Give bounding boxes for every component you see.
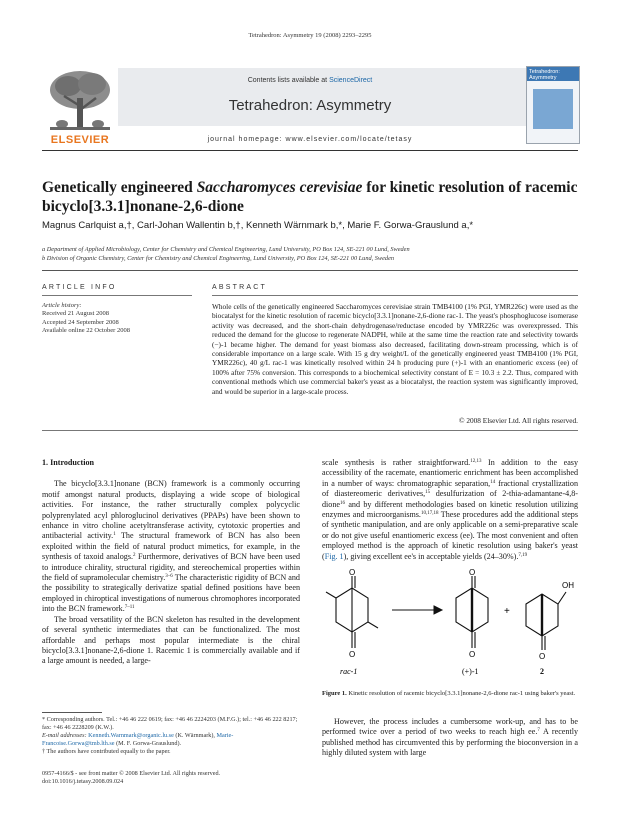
compound-2-oh: OH <box>562 581 574 590</box>
contents-prefix: Contents lists available at <box>247 77 330 84</box>
rac-1-structure <box>326 576 378 648</box>
rac-1-o-bottom: O <box>349 650 356 659</box>
plus-1-structure <box>456 576 488 648</box>
email-link-warnmark[interactable]: Kenneth.Warnmark@organic.lu.se <box>88 732 174 739</box>
body-column-left <box>42 458 300 667</box>
abstract-bottom-rule <box>42 430 578 431</box>
article-history <box>42 302 202 336</box>
rac-1-label: rac-1 <box>340 667 358 676</box>
email-link-gorwa[interactable]: Marie-Francoise.Gorwa@tmb.lth.se <box>42 732 234 747</box>
citation[interactable]: 10,17,18 <box>420 511 439 517</box>
equal-contribution-note: † The authors have contributed equally to the paper. <box>42 748 171 755</box>
contents-available-line <box>130 77 490 84</box>
elsevier-wordmark: ELSEVIER <box>50 134 110 146</box>
footnote-rule <box>42 712 102 713</box>
figure-1-scheme <box>322 566 578 688</box>
citation[interactable]: 14 <box>490 479 496 485</box>
intro-paragraph-2-cont: scale synthesis is rather straightforward.$^{12,13}$ In addition to the easy accessibility of the racemate, enantiomeric enrichment has been accomplished in a number of ways: chromatographic separation,$^{14}$ fractional crystallization of diastereomeric derivatives,$^{15}$ desulfurization of 2-thia-adamantane-4,8-dione$^{16}$ and by different methodologies based on kinetic resolution utilizing enzymes and microorganisms.$^{10,17,18}$ These procedures add the additional steps of synthetic manipulation, and are only applicable on a semi-preparative scale or do not give useful enantiomeric excess (ee). The most convenient and often employed method is the approach of kinetic resolution using baker's yeast (Fig. 1), giving excellent ee's in acceptable yields (24–30%).$^{7,19}$ <box>322 458 579 561</box>
affiliation-a: a Department of Applied Microbiology, Center for Chemistry and Chemical Engineering, Lund University, PO Box 124, SE-221 00 Lund, Sweden <box>42 246 410 253</box>
article-info-heading: ARTICLE INFO <box>42 284 117 291</box>
corresponding-authors-note: * Corresponding authors. Tel.: +46 46 222 0619; fax: +46 46 2224203 (M.F.G.); tel.: +46 46 222 8217; fax: +46 46 2228209 (K.W.). <box>42 716 298 731</box>
elsevier-tree-logo <box>42 66 118 142</box>
intro-heading: 1. Introduction <box>42 458 95 467</box>
plus-1-o-bottom: O <box>469 650 476 659</box>
reaction-arrow <box>392 606 442 614</box>
intro-paragraph-2: The broad versatility of the BCN skeleton has resulted in the development of several synthetic intermediates that can be functionalized. The most affordable and perhaps most popular intermediate is the chiral bicyclo[3.3.1]nonane-2,6-dione 1. Racemic 1 is commercially available and if a large amount is needed, a large- <box>42 614 300 666</box>
intro-paragraph-1: The bicyclo[3.3.1]nonane (BCN) framework is a commonly occurring motif amongst natural products, displaying a wide scope of biological activities. For instance, the rather structurally complex polycyclic polyprenylated acyl phloroglucinol derivatives (PPAPs) have been shown to enhance in vitro choline acetyltransferase activity, cytotoxic properties and antibacterial activity.$^1$ The structural framework of BCN has also been exploited within the field of natural product mimetics, for example, in the synthesis of taxoid analogs.$^2$ Furthermore, derivatives of BCN have been used to introduce chirality, structural rigidity, and stereochemical properties within the field of supramolecular chemistry.$^{3-6}$ The characteristic rigidity of BCN and the possibility to strategically derivatize spatial defined positions have been employed in chiroptical investigations of numerous chromophores incorporated into the BCN framework.$^{7-11}$ <box>42 479 300 614</box>
journal-cover-thumbnail <box>526 66 580 144</box>
abstract-copyright: © 2008 Elsevier Ltd. All rights reserved. <box>458 416 578 425</box>
plus-1-o-top: O <box>469 568 476 577</box>
citation[interactable]: 1 <box>113 532 116 538</box>
citation[interactable]: 16 <box>339 500 345 506</box>
abstract-text: Whole cells of the genetically engineered Saccharomyces cerevisiae strain TMB4100 (1% PGI, YMR226c) were used as the biocatalyst for the kinetic resolution of racemic bicyclo[3.3.1]nonane-2,6-dione rac-1. The yeast's phosphoglucose isomerase activity was decreased, and the short-chain dehydrogenase/reductase encoded by YMR226c was overexpressed. This reduced the demand for the glucose to regenerate NADPH, while at the same time the reaction rate and selectivity towards (−)-1 became higher. The demand for yeast biomass also decreased, facilitating down-stream processing, which is of considerable importance on a large scale. With 15 g dry weight/L of the genetically engineered yeast TMB4100 (1% PGI, YMR226c), 40 g/L rac-1 was kinetically resolved within 24 h producing pure (+)-1 with an enantiomeric excess (ee) of 100% after 75% conversion. This corresponds to a biochemical selectivity constant of E = 10.3 ± 2.2. Thus, compared with conventional methods which use commercial baker's yeast as a biocatalyst, the reaction system was significantly improved, and would be superior in a large-scale process. <box>212 302 578 396</box>
compound-2-o: O <box>539 652 546 661</box>
affiliation-rule <box>42 270 578 271</box>
footnotes <box>42 716 300 756</box>
issn-doi-block <box>42 770 300 786</box>
received-date: Received 21 August 2008 <box>42 310 109 318</box>
accepted-date: Accepted 24 September 2008 <box>42 318 119 326</box>
citation[interactable]: 2 <box>133 553 136 559</box>
plus-1-label: (+)-1 <box>462 667 479 676</box>
issn-line: 0957-4166/$ - see front matter © 2008 Elsevier Ltd. All rights reserved. <box>42 770 221 777</box>
citation[interactable]: 7 <box>537 728 540 734</box>
doi-line[interactable]: doi:10.1016/j.tetasy.2008.09.024 <box>42 778 124 785</box>
cover-artwork <box>533 89 573 129</box>
history-title: Article history: <box>42 302 82 309</box>
compound-2-structure <box>526 592 566 650</box>
affiliation-b: b Division of Organic Chemistry, Center for Chemistry and Chemical Engineering, Lund University, PO Box 124, SE-221 00 Lund, Sweden <box>42 255 395 262</box>
citation[interactable]: 7–11 <box>124 605 135 611</box>
intro-paragraph-3: However, the process includes a cumbersome work-up, and has to be performed twice over a period of two weeks to reach high ee.$^7$ A recently published method has circumvented this by performing the bioconversion in a highly diluted system with large <box>322 717 578 758</box>
figure-1-caption: Figure 1. Kinetic resolution of racemic bicyclo[3.3.1]nonane-2,6-dione rac-1 using baker's yeast. <box>322 690 576 697</box>
title-part-2: for kinetic resolution of racemic bicyclo[3.3.1]nonane-2,6-dione <box>42 179 578 215</box>
plus-sign: + <box>504 606 510 617</box>
citation[interactable]: 15 <box>425 490 431 496</box>
citation[interactable]: 3–6 <box>165 574 173 580</box>
journal-title: Tetrahedron: Asymmetry <box>228 97 392 114</box>
title-part-1: Genetically engineered <box>42 179 197 196</box>
article-info-rule <box>42 295 192 296</box>
rac-1-o-top: O <box>349 568 356 577</box>
body-column-right <box>322 458 578 562</box>
compound-2-label: 2 <box>540 667 544 676</box>
email-note: E-mail addresses: Kenneth.Warnmark@organic.lu.se (K. Wärnmark), Marie-Francoise.Gorwa@tmb.lth.se (M. F. Gorwa-Grauslund). <box>42 732 234 747</box>
citation[interactable]: 7,19 <box>518 552 528 558</box>
running-head: Tetrahedron: Asymmetry 19 (2008) 2293–2295 <box>248 32 372 39</box>
cover-title: Tetrahedron: Asymmetry <box>529 69 560 81</box>
citation[interactable]: 12,13 <box>470 459 482 464</box>
article-title <box>42 178 578 216</box>
figure-1-link[interactable]: Fig. 1 <box>324 551 344 561</box>
journal-homepage[interactable]: journal homepage: www.elsevier.com/locate/tetasy <box>207 136 413 143</box>
title-species: Saccharomyces cerevisiae <box>196 179 363 196</box>
online-date: Available online 22 October 2008 <box>42 327 130 335</box>
author-list: Magnus Carlquist a,†, Carl-Johan Wallentin b,†, Kenneth Wärnmark b,*, Marie F. Gorwa-Grauslund a,* <box>42 220 474 231</box>
abstract-rule <box>212 295 578 296</box>
header-rule <box>42 150 578 151</box>
body-column-right-lower <box>322 717 578 759</box>
sciencedirect-link[interactable]: ScienceDirect <box>329 77 373 84</box>
abstract-heading: ABSTRACT <box>212 284 267 291</box>
